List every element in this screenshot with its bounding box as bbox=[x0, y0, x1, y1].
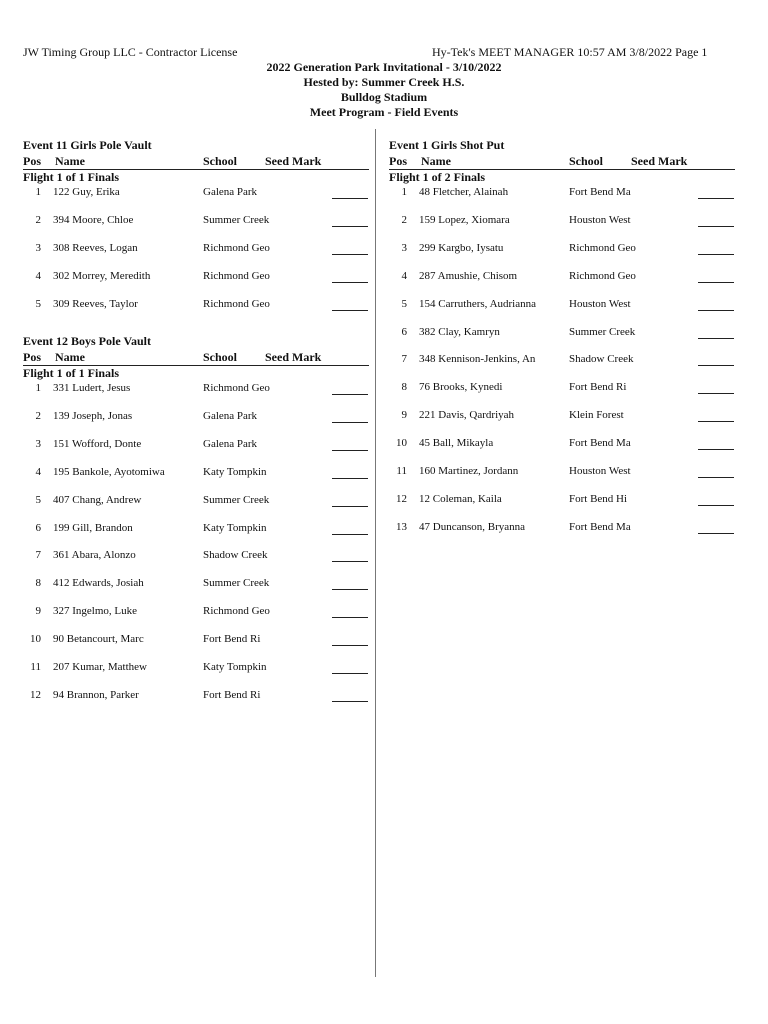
entry-position: 9 bbox=[401, 409, 407, 422]
entry-athlete: 299 Kargbo, Iysatu bbox=[419, 241, 504, 254]
entry-row bbox=[389, 214, 735, 228]
column-header-pos: Pos bbox=[23, 154, 41, 168]
entry-position: 4 bbox=[35, 269, 41, 282]
column-header-seed-mark: Seed Mark bbox=[265, 350, 322, 364]
entry-school: Fort Bend Hi bbox=[569, 492, 628, 505]
entry-school: Richmond Geo bbox=[203, 605, 270, 618]
seed-mark-blank bbox=[332, 394, 368, 395]
entry-athlete: 407 Chang, Andrew bbox=[53, 493, 142, 506]
entry-position: 9 bbox=[35, 605, 41, 618]
entry-position: 5 bbox=[35, 493, 41, 506]
entry-row bbox=[389, 521, 735, 535]
entry-athlete: 412 Edwards, Josiah bbox=[53, 577, 144, 590]
seed-mark-blank bbox=[698, 282, 734, 283]
entry-position: 2 bbox=[35, 213, 41, 226]
entry-athlete: 207 Kumar, Matthew bbox=[53, 661, 147, 673]
entry-position: 4 bbox=[35, 465, 41, 478]
event-title: Event 11 Girls Pole Vault bbox=[23, 138, 152, 152]
meet-venue: Bulldog Stadium bbox=[340, 90, 428, 104]
entry-position: 11 bbox=[30, 661, 41, 673]
entry-row bbox=[389, 242, 735, 256]
entry-athlete: 195 Bankole, Ayotomiwa bbox=[53, 465, 165, 478]
meet-host: Hested by: Summer Creek H.S. bbox=[303, 75, 465, 89]
event-title: Event 1 Girls Shot Put bbox=[389, 138, 505, 152]
entry-athlete: 394 Moore, Chloe bbox=[53, 213, 134, 226]
entry-school: Katy Tompkin bbox=[203, 465, 267, 478]
report-header-left: JW Timing Group LLC - Contractor License bbox=[23, 45, 238, 59]
entry-position: 6 bbox=[401, 325, 407, 338]
entry-position: 8 bbox=[401, 381, 407, 394]
entry-row bbox=[389, 326, 735, 340]
entry-athlete: 90 Betancourt, Marc bbox=[53, 633, 144, 646]
column-header-pos: Pos bbox=[23, 350, 41, 364]
seed-mark-blank bbox=[698, 393, 734, 394]
seed-mark-blank bbox=[698, 477, 734, 478]
entry-athlete: 309 Reeves, Taylor bbox=[53, 297, 138, 310]
seed-mark-blank bbox=[698, 198, 734, 199]
entry-school: Shadow Creek bbox=[203, 549, 268, 562]
entry-school: Summer Creek bbox=[203, 213, 270, 226]
entry-athlete: 47 Duncanson, Bryanna bbox=[419, 520, 526, 533]
entry-position: 2 bbox=[35, 409, 41, 422]
entry-row bbox=[23, 186, 369, 200]
entry-athlete: 382 Clay, Kamryn bbox=[419, 325, 500, 338]
entry-school: Katy Tompkin bbox=[203, 521, 267, 534]
entry-school: Fort Bend Ri bbox=[203, 688, 261, 701]
entry-school: Galena Park bbox=[203, 186, 258, 198]
seed-mark-blank bbox=[332, 310, 368, 311]
entry-position: 2 bbox=[401, 213, 407, 226]
column-header-seed-mark: Seed Mark bbox=[265, 154, 322, 168]
column-headers bbox=[23, 154, 369, 170]
entry-school: Richmond Geo bbox=[569, 241, 636, 254]
entry-school: Richmond Geo bbox=[569, 269, 636, 282]
entry-row bbox=[389, 465, 735, 479]
entry-school: Fort Bend Ma bbox=[569, 520, 631, 533]
entry-row bbox=[389, 298, 735, 312]
seed-mark-blank bbox=[332, 534, 368, 535]
entry-athlete: 154 Carruthers, Audrianna bbox=[419, 297, 536, 310]
seed-mark-blank bbox=[332, 617, 368, 618]
column-headers bbox=[389, 154, 735, 170]
seed-mark-blank bbox=[698, 338, 734, 339]
entry-athlete: 48 Fletcher, Alainah bbox=[419, 186, 509, 198]
entry-row bbox=[23, 633, 369, 647]
flight-heading: Flight 1 of 1 Finals bbox=[23, 170, 120, 184]
seed-mark-blank bbox=[332, 645, 368, 646]
event-title: Event 12 Boys Pole Vault bbox=[23, 334, 152, 348]
entry-position: 11 bbox=[396, 465, 407, 477]
entry-school: Richmond Geo bbox=[203, 269, 270, 282]
seed-mark-blank bbox=[332, 198, 368, 199]
entry-school: Richmond Geo bbox=[203, 382, 270, 394]
entry-row bbox=[23, 270, 369, 284]
entry-school: Klein Forest bbox=[569, 409, 624, 422]
column-header-seed-mark: Seed Mark bbox=[631, 154, 688, 168]
column-header-school: School bbox=[569, 154, 604, 168]
seed-mark-blank bbox=[332, 478, 368, 479]
seed-mark-blank bbox=[698, 365, 734, 366]
entry-athlete: 122 Guy, Erika bbox=[53, 186, 120, 198]
seed-mark-blank bbox=[698, 449, 734, 450]
flight-heading: Flight 1 of 2 Finals bbox=[389, 170, 486, 184]
entry-position: 4 bbox=[401, 269, 407, 282]
entry-athlete: 76 Brooks, Kynedi bbox=[419, 381, 503, 394]
seed-mark-blank bbox=[698, 421, 734, 422]
entry-athlete: 199 Gill, Brandon bbox=[53, 521, 133, 534]
column-headers bbox=[23, 350, 369, 366]
entry-position: 6 bbox=[35, 521, 41, 534]
seed-mark-blank bbox=[332, 226, 368, 227]
seed-mark-blank bbox=[698, 505, 734, 506]
report-header-right: Hy-Tek's MEET MANAGER 10:57 AM 3/8/2022 Page 1 bbox=[432, 45, 708, 59]
entry-school: Houston West bbox=[569, 297, 631, 310]
entry-athlete: 331 Ludert, Jesus bbox=[53, 382, 131, 394]
entry-row bbox=[23, 549, 369, 563]
entry-position: 13 bbox=[396, 520, 407, 533]
entry-school: Richmond Geo bbox=[203, 297, 270, 310]
entry-school: Galena Park bbox=[203, 437, 258, 450]
entry-athlete: 45 Ball, Mikayla bbox=[419, 437, 494, 450]
flight-heading: Flight 1 of 1 Finals bbox=[23, 366, 120, 380]
entry-position: 5 bbox=[35, 297, 41, 310]
entry-school: Katy Tompkin bbox=[203, 661, 267, 673]
column-divider bbox=[375, 129, 376, 977]
seed-mark-blank bbox=[332, 506, 368, 507]
entry-position: 1 bbox=[35, 382, 41, 394]
entry-row bbox=[23, 438, 369, 452]
entry-athlete: 348 Kennison-Jenkins, An bbox=[419, 353, 536, 366]
entry-athlete: 287 Amushie, Chisom bbox=[419, 269, 518, 282]
entry-school: Galena Park bbox=[203, 409, 258, 422]
meet-program-title: Meet Program - Field Events bbox=[309, 105, 459, 119]
entry-position: 12 bbox=[30, 688, 41, 701]
entry-position: 1 bbox=[35, 186, 41, 198]
entry-row bbox=[389, 270, 735, 284]
entry-row bbox=[23, 242, 369, 256]
entry-athlete: 94 Brannon, Parker bbox=[53, 688, 139, 701]
entry-athlete: 221 Davis, Qardriyah bbox=[419, 409, 515, 422]
entry-school: Houston West bbox=[569, 465, 631, 477]
entry-position: 7 bbox=[35, 549, 41, 562]
seed-mark-blank bbox=[332, 422, 368, 423]
entry-row bbox=[389, 381, 735, 395]
entry-school: Fort Bend Ri bbox=[203, 633, 261, 646]
entry-row bbox=[23, 689, 369, 703]
entry-position: 3 bbox=[35, 241, 41, 254]
entry-school: Summer Creek bbox=[203, 577, 270, 590]
seed-mark-blank bbox=[332, 450, 368, 451]
seed-mark-blank bbox=[332, 589, 368, 590]
column-header-name: Name bbox=[421, 154, 451, 168]
entry-school: Fort Bend Ma bbox=[569, 186, 631, 198]
entry-athlete: 151 Wofford, Donte bbox=[53, 437, 142, 450]
column-header-name: Name bbox=[55, 154, 85, 168]
column-header-pos: Pos bbox=[389, 154, 407, 168]
entry-row bbox=[389, 353, 735, 367]
entry-position: 5 bbox=[401, 297, 407, 310]
entry-row bbox=[23, 577, 369, 591]
entry-row bbox=[23, 410, 369, 424]
entry-position: 10 bbox=[396, 437, 407, 450]
entry-position: 10 bbox=[30, 633, 41, 646]
column-header-school: School bbox=[203, 154, 238, 168]
entry-athlete: 159 Lopez, Xiomara bbox=[419, 213, 510, 226]
column-header-school: School bbox=[203, 350, 238, 364]
seed-mark-blank bbox=[332, 701, 368, 702]
entry-athlete: 327 Ingelmo, Luke bbox=[53, 605, 138, 618]
entry-athlete: 302 Morrey, Meredith bbox=[53, 269, 151, 282]
entry-school: Fort Bend Ma bbox=[569, 437, 631, 450]
entry-position: 7 bbox=[401, 353, 407, 366]
seed-mark-blank bbox=[698, 254, 734, 255]
entry-athlete: 160 Martinez, Jordann bbox=[419, 465, 519, 477]
entry-school: Shadow Creek bbox=[569, 353, 634, 366]
entry-position: 8 bbox=[35, 577, 41, 590]
entry-school: Houston West bbox=[569, 213, 631, 226]
seed-mark-blank bbox=[698, 226, 734, 227]
seed-mark-blank bbox=[332, 561, 368, 562]
seed-mark-blank bbox=[332, 254, 368, 255]
seed-mark-blank bbox=[332, 282, 368, 283]
entry-athlete: 361 Abara, Alonzo bbox=[53, 549, 136, 562]
entry-row bbox=[389, 186, 735, 200]
entry-position: 12 bbox=[396, 492, 407, 505]
entry-row bbox=[23, 298, 369, 312]
entry-school: Summer Creek bbox=[203, 493, 270, 506]
entry-row bbox=[23, 466, 369, 480]
entry-athlete: 139 Joseph, Jonas bbox=[53, 409, 133, 422]
entry-athlete: 308 Reeves, Logan bbox=[53, 241, 138, 254]
entry-row bbox=[23, 382, 369, 396]
entry-position: 3 bbox=[401, 241, 407, 254]
column-header-name: Name bbox=[55, 350, 85, 364]
seed-mark-blank bbox=[332, 673, 368, 674]
seed-mark-blank bbox=[698, 310, 734, 311]
entry-school: Summer Creek bbox=[569, 325, 636, 338]
entry-school: Fort Bend Ri bbox=[569, 381, 627, 394]
entry-row bbox=[389, 493, 735, 507]
entry-athlete: 12 Coleman, Kaila bbox=[419, 492, 502, 505]
entry-position: 3 bbox=[35, 437, 41, 450]
entry-row bbox=[389, 437, 735, 451]
entry-row bbox=[23, 661, 369, 675]
entry-row bbox=[23, 214, 369, 228]
meet-title: 2022 Generation Park Invitational - 3/10/2022 bbox=[266, 60, 502, 74]
entry-row bbox=[23, 605, 369, 619]
entry-position: 1 bbox=[401, 186, 407, 198]
entry-row bbox=[23, 522, 369, 536]
entry-row bbox=[23, 494, 369, 508]
seed-mark-blank bbox=[698, 533, 734, 534]
entry-row bbox=[389, 409, 735, 423]
entry-school: Richmond Geo bbox=[203, 241, 270, 254]
